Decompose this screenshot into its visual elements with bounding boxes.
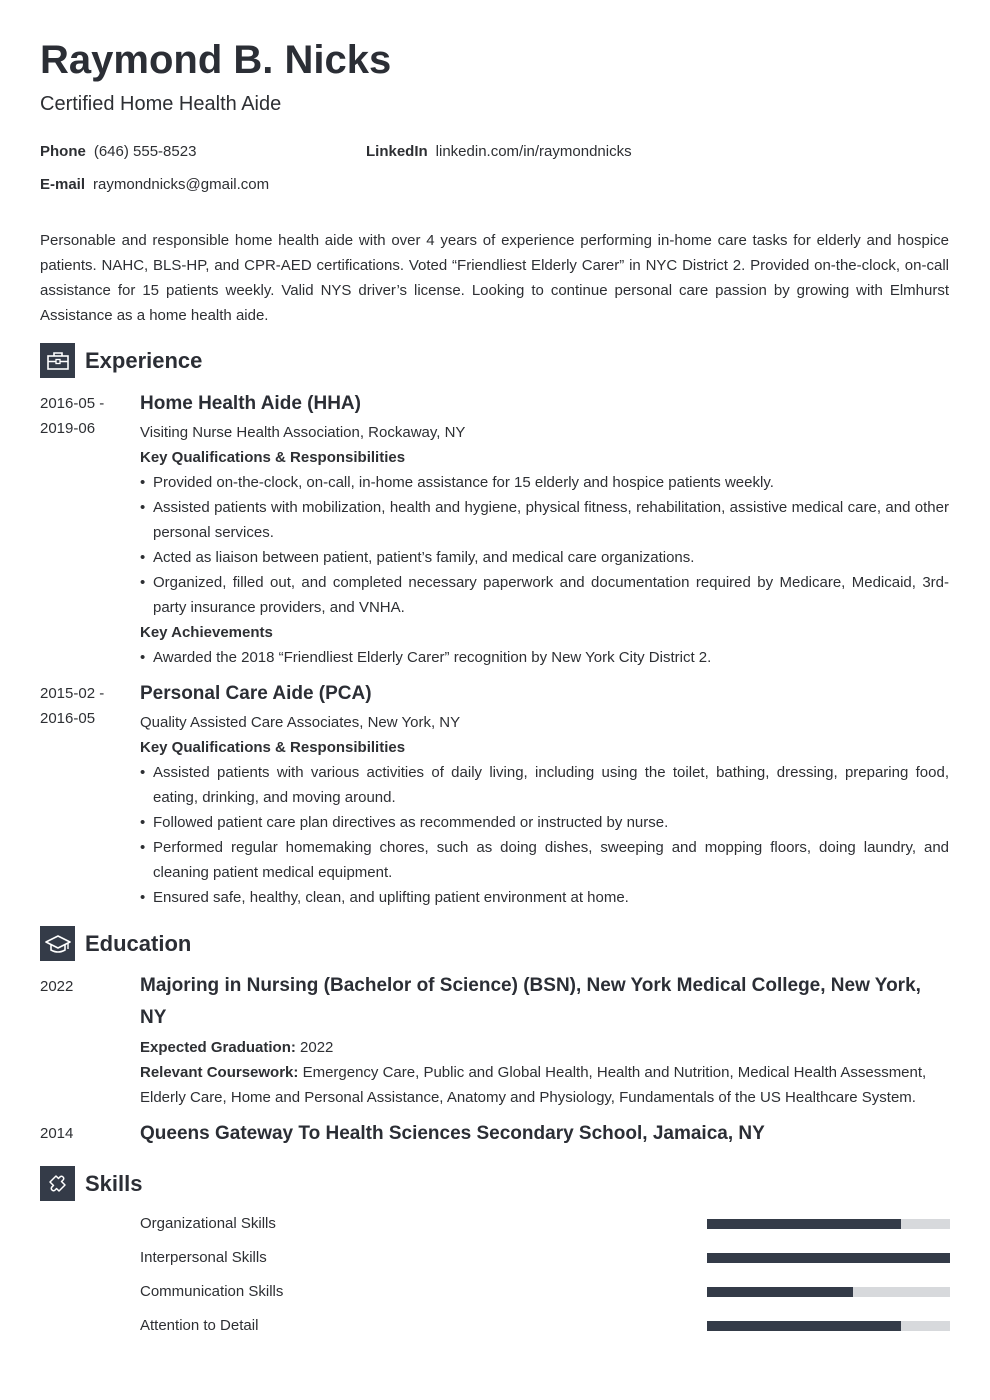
- list-item: • Provided on-the-clock, on-call, in-home assistance for 15 elderly and hospice patients weekly.: [140, 470, 949, 495]
- job-2: [140, 681, 949, 910]
- job-2-qual-heading: Key Qualifications & Responsibilities: [140, 739, 406, 756]
- edu-1: [140, 974, 949, 1110]
- list-item: • Assisted patients with mobilization, health and hygiene, physical fitness, rehabilitation, assistive medical care, and other personal services.: [140, 495, 949, 545]
- job-2-duties: [140, 760, 949, 910]
- linkedin-label: LinkedIn: [366, 143, 428, 160]
- skill-3-fill: [707, 1287, 853, 1297]
- job-1-duties: [140, 470, 949, 620]
- list-item: • Performed regular homemaking chores, such as doing dishes, sweeping and mopping floors, doing laundry, and cleaning patient medical equipment.: [140, 835, 949, 885]
- skill-1-name: Organizational Skills: [140, 1215, 276, 1232]
- job-1-date-end: 2019-06: [40, 420, 96, 437]
- edu-1-graduation: [140, 1035, 949, 1060]
- coursework-label: Relevant Coursework:: [140, 1064, 299, 1081]
- skill-4-fill: [707, 1321, 901, 1331]
- contact-email: [40, 175, 269, 195]
- edu-1-year: 2022: [40, 978, 74, 995]
- edu-2-year: 2014: [40, 1125, 74, 1142]
- skill-3-bar: [707, 1287, 950, 1297]
- job-1-title: Home Health Aide (HHA): [140, 393, 361, 414]
- list-item: • Ensured safe, healthy, clean, and uplifting patient environment at home.: [140, 885, 949, 910]
- profile-summary: Personable and responsible home health aide with over 4 years of experience performing in-home care tasks for elderly and hospice patients. NAHC, BLS-HP, and CPR-AED certifications. Voted “Friendliest Elderly Carer” in NYC District 2. Provided on-the-clock, on-call assistance for 15 patients weekly. Valid NYS driver’s license. Looking to continue personal care passion by growing with Elmhurst Assistance as a home health aide.: [40, 232, 949, 324]
- briefcase-icon: [40, 343, 75, 378]
- job-2-dates: [40, 681, 130, 731]
- skill-4-bar: [707, 1321, 950, 1331]
- edu-1-coursework: [140, 1060, 949, 1110]
- job-1: [140, 391, 949, 670]
- coursework-value: Emergency Care, Public and Global Health, Health and Nutrition, Medical Health Assessment, Elderly Care, Home and Personal Assistance, Anatomy and Physiology, Fundamentals of the US Healthcare System.: [140, 1064, 927, 1106]
- graduation-cap-icon: [40, 926, 75, 961]
- job-1-achievements-heading: Key Achievements: [140, 624, 273, 641]
- candidate-title: Certified Home Health Aide: [40, 93, 282, 115]
- graduation-label: Expected Graduation:: [140, 1039, 296, 1056]
- puzzle-icon: [40, 1166, 75, 1201]
- phone-value[interactable]: (646) 555-8523: [93, 143, 197, 160]
- list-item: • Organized, filled out, and completed necessary paperwork and documentation required by Medicare, Medicaid, 3rd-party insurance providers, and VNHA.: [140, 570, 949, 620]
- job-2-date-start: 2015-02 -: [40, 685, 105, 702]
- education-heading: Education: [85, 930, 192, 956]
- skill-2-name: Interpersonal Skills: [140, 1249, 267, 1266]
- contact-linkedin: [366, 142, 632, 162]
- edu-2-school: Queens Gateway To Health Sciences Secondary School, Jamaica, NY: [140, 1123, 765, 1144]
- job-1-date-start: 2016-05 -: [40, 395, 105, 412]
- job-2-company: Quality Assisted Care Associates, New York, NY: [140, 714, 461, 731]
- list-item: • Awarded the 2018 “Friendliest Elderly Carer” recognition by New York City District 2.: [140, 645, 949, 670]
- job-1-achievements: [140, 645, 949, 670]
- skill-1-fill: [707, 1219, 901, 1229]
- linkedin-link[interactable]: linkedin.com/in/raymondnicks: [435, 143, 632, 160]
- candidate-name: Raymond B. Nicks: [40, 38, 392, 82]
- job-1-company: Visiting Nurse Health Association, Rockaway, NY: [140, 424, 466, 441]
- skill-3-name: Communication Skills: [140, 1283, 284, 1300]
- skill-1-bar: [707, 1219, 950, 1229]
- skill-4-name: Attention to Detail: [140, 1317, 259, 1334]
- job-1-qual-heading: Key Qualifications & Responsibilities: [140, 449, 406, 466]
- list-item: • Followed patient care plan directives as recommended or instructed by nurse.: [140, 810, 949, 835]
- phone-label: Phone: [40, 143, 86, 160]
- contact-phone: [40, 142, 196, 162]
- skills-heading: Skills: [85, 1170, 143, 1196]
- edu-2: [140, 1121, 949, 1150]
- experience-heading: Experience: [85, 347, 203, 373]
- experience-section-header: [40, 343, 202, 378]
- email-label: E-mail: [40, 176, 86, 193]
- education-section-header: [40, 926, 191, 961]
- edu-1-degree: Majoring in Nursing (Bachelor of Science) (BSN), New York Medical College, New York, NY: [140, 975, 921, 1028]
- skills-section-header: [40, 1166, 142, 1201]
- graduation-value: 2022: [300, 1039, 334, 1056]
- email-link[interactable]: raymondnicks@gmail.com: [93, 176, 270, 193]
- job-2-date-end: 2016-05: [40, 710, 96, 727]
- list-item: • Acted as liaison between patient, patient’s family, and medical care organizations.: [140, 545, 949, 570]
- skill-2-fill: [707, 1253, 950, 1263]
- list-item: • Assisted patients with various activities of daily living, including using the toilet, bathing, dressing, preparing food, eating, drinking, and moving around.: [140, 760, 949, 810]
- job-1-dates: [40, 391, 130, 441]
- job-2-title: Personal Care Aide (PCA): [140, 683, 372, 704]
- skill-2-bar: [707, 1253, 950, 1263]
